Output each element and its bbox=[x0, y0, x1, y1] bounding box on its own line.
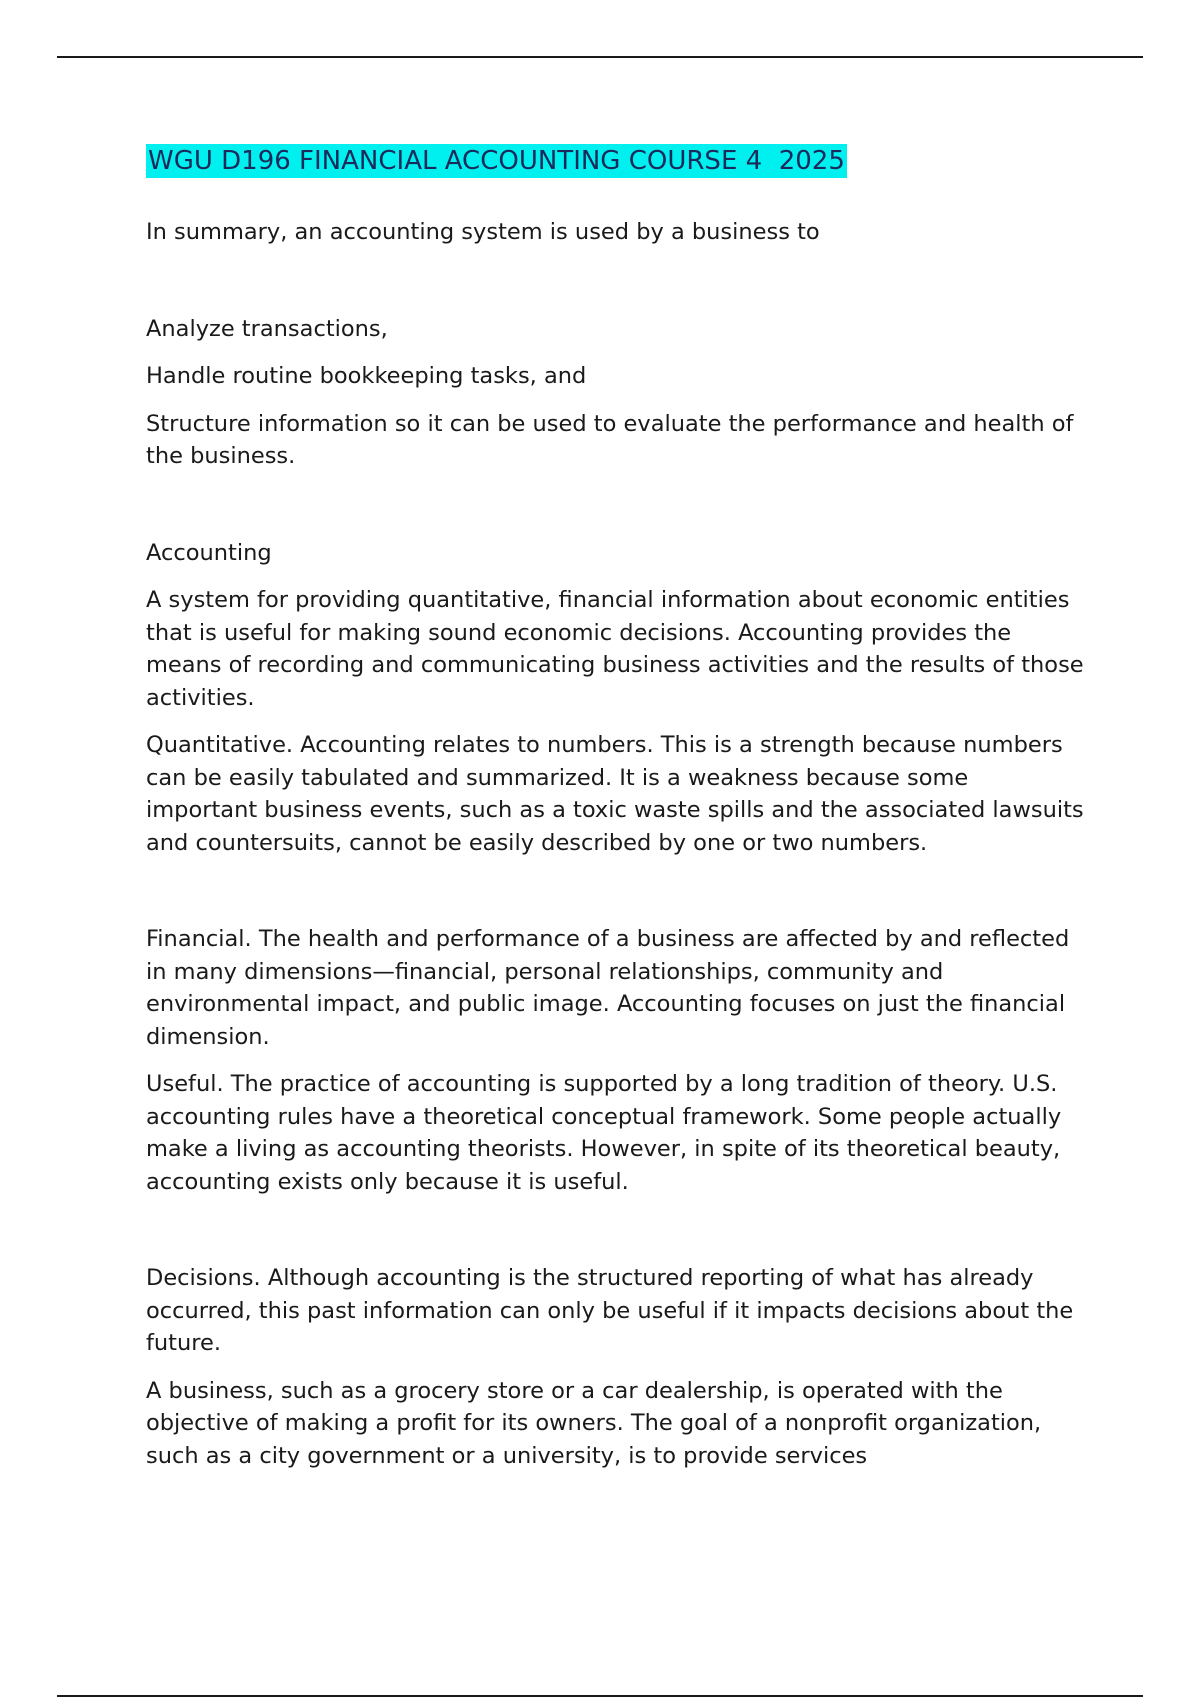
intro-paragraph: In summary, an accounting system is used by a business to bbox=[146, 219, 820, 245]
list-item: Analyze transactions, bbox=[146, 315, 388, 342]
financial-paragraph: Financial. The health and performance of a business are affected by and reflected in many dimensions—financial, personal relationships, community and environmental impact, and public image. Accounting focuses on just the financial dimension. bbox=[146, 926, 1070, 1050]
definition-paragraph: A system for providing quantitative, financial information about economic entities that is useful for making sound economic decisions. Accounting provides the means of recording and communicating business activities and the results of those activities. bbox=[146, 587, 1084, 711]
section-heading: Accounting bbox=[146, 539, 272, 566]
list-item: Handle routine bookkeeping tasks, and bbox=[146, 363, 587, 389]
document-body bbox=[146, 144, 1086, 1472]
bottom-rule bbox=[57, 1695, 1143, 1697]
top-rule bbox=[57, 56, 1143, 58]
business-paragraph: A business, such as a grocery store or a car dealership, is operated with the objective of making a profit for its owners. The goal of a nonprofit organization, such as a city government or a university, is to provide services bbox=[146, 1377, 1042, 1469]
quantitative-paragraph: Quantitative. Accounting relates to numbers. This is a strength because numbers can be easily tabulated and summarized. It is a weakness because some important business events, such as a toxic waste spills and the associated lawsuits and countersuits, cannot be easily described by one or two numbers. bbox=[146, 732, 1084, 856]
document-title: WGU D196 FINANCIAL ACCOUNTING COURSE 4 2025 bbox=[148, 146, 845, 176]
list-item: Structure information so it can be used to evaluate the performance and health of the business. bbox=[146, 410, 1074, 469]
decisions-paragraph: Decisions. Although accounting is the structured reporting of what has already occurred, this past information can only be useful if it impacts decisions about the future. bbox=[146, 1265, 1074, 1356]
useful-paragraph: Useful. The practice of accounting is supported by a long tradition of theory. U.S. accounting rules have a theoretical conceptual framework. Some people actually make a living as accounting theorists. However, in spite of its theoretical beauty, accounting exists only because it is useful. bbox=[146, 1071, 1062, 1195]
